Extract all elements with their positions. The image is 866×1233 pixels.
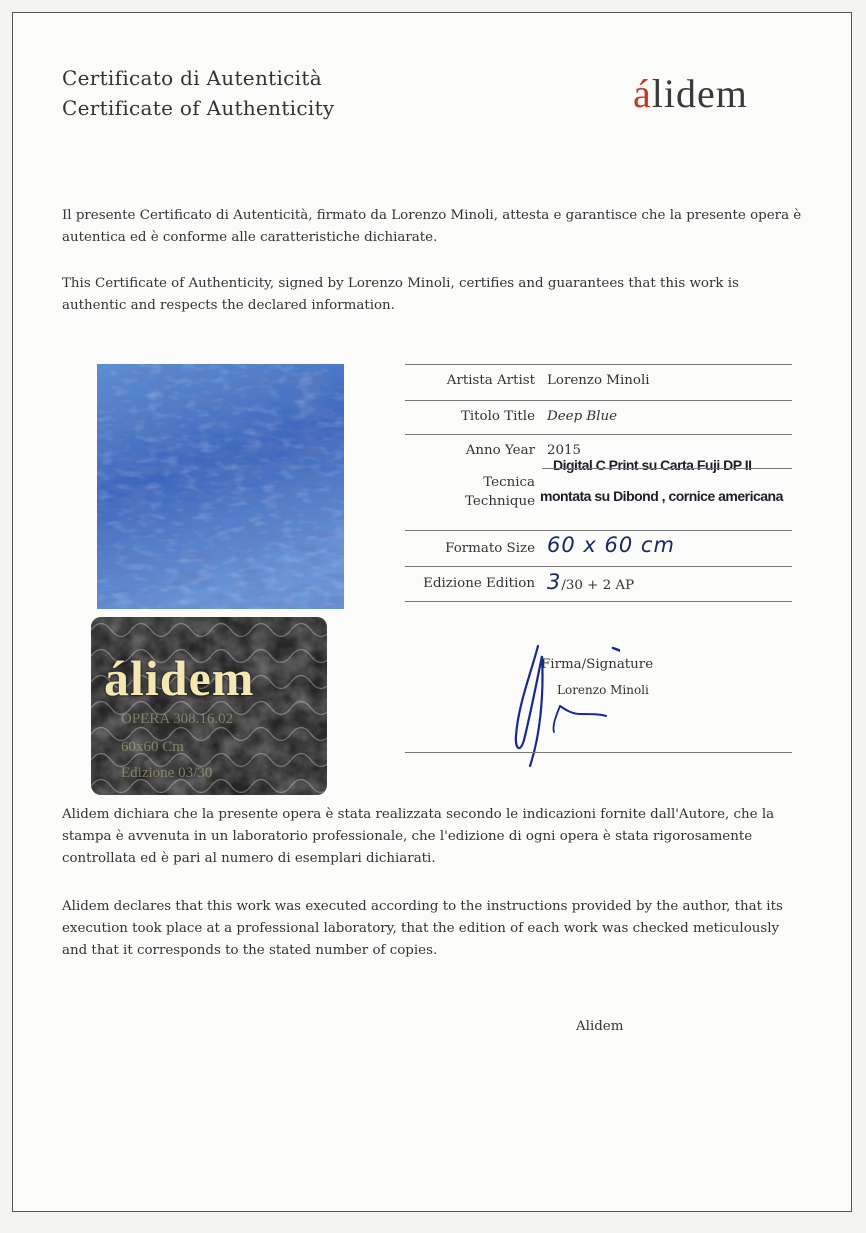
technique-label-it: Tecnica [483, 475, 535, 490]
closing-signoff: Alidem [576, 1019, 624, 1034]
hologram-size: 60x60 Cm [121, 739, 184, 755]
certificate-frame [12, 12, 852, 1212]
signature-line [405, 752, 792, 753]
edition-value [547, 570, 634, 594]
title-english: Certificate of Authenticity [62, 96, 335, 120]
year-value: 2015 [547, 443, 582, 458]
technique-line-1: Digital C Print su Carta Fuji DP II [553, 457, 752, 473]
artwork-thumbnail [97, 364, 344, 609]
edition-suffix: /30 + 2 AP [561, 578, 635, 593]
row-format [405, 530, 792, 567]
hologram-edition: Edizione 03/30 [121, 765, 213, 781]
hologram-opera: OPERA 308.16.02 [121, 711, 234, 727]
year-label: Anno Year [465, 443, 535, 458]
technique-line-2: montata su Dibond , cornice americana [540, 488, 783, 504]
hologram-seal [91, 617, 327, 795]
technique-label-en: Technique [465, 494, 535, 509]
format-label: Formato Size [445, 541, 535, 556]
title-italian: Certificato di Autenticità [62, 66, 322, 90]
row-edition [405, 566, 792, 602]
edition-label: Edizione Edition [423, 576, 535, 591]
row-year-technique [405, 434, 792, 531]
edition-number: 3 [547, 570, 562, 594]
format-value: 60 x 60 cm [547, 533, 675, 557]
signature-name: Lorenzo Minoli [557, 683, 649, 697]
hologram-logo: álidem [104, 650, 255, 706]
declaration-english: Alidem declares that this work was executed according to the instructions provided by the author, that its execution took place at a professional laboratory, that the edition of each work was checked meticulously and that it corresponds to the stated number of copies. [62, 899, 783, 958]
declaration-italian: Alidem dichiara che la presente opera è stata realizzata secondo le indicazioni fornite dall'Autore, che la stampa è avvenuta in un laboratorio professionale, che l'edizione di ogni opera è stata rigorosamente controllata ed è pari al numero di esemplari dichiarati. [62, 807, 775, 866]
intro-english: This Certificate of Authenticity, signed by Lorenzo Minoli, certifies and guarantees that this work is authentic and respects the declared information. [62, 276, 739, 313]
title-value: Deep Blue [547, 409, 618, 424]
signature-label: Firma/Signature [541, 657, 654, 672]
year-divider [542, 468, 792, 469]
artist-label: Artista Artist [446, 373, 535, 388]
row-title [405, 400, 792, 435]
artist-value: Lorenzo Minoli [547, 373, 650, 388]
row-artist [405, 364, 792, 401]
intro-italian: Il presente Certificato di Autenticità, firmato da Lorenzo Minoli, attesta e garantisce che la presente opera è autentica ed è conforme alle caratteristiche dichiarate. [62, 208, 802, 245]
alidem-logo: álidem [633, 71, 748, 116]
handwritten-signature [500, 636, 620, 780]
title-label: Titolo Title [460, 409, 535, 424]
